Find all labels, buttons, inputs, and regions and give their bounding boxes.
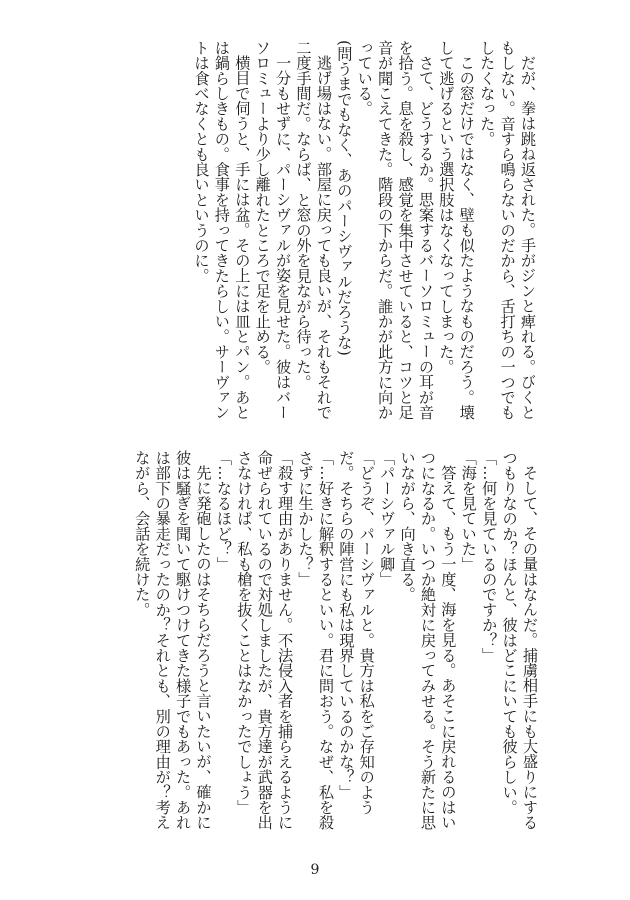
upper-text-column <box>108 40 538 423</box>
paragraph: 答えて、もう一度、海を見る。あそこに戻れるのはいつになるか。いつか絶対に戻ってみせる。そう新たに思いながら、向き直る。 <box>398 450 458 830</box>
dialogue-line: 「海を見ていた」 <box>459 450 478 572</box>
paragraph: 先に発砲したのはそちらだろうと言いたいが、確かに彼は騒ぎを聞いて駆けつけてきた様子でもあった。あれは部下の暴走だったのか？それとも、別の理由が？考えながら、会話を続けた。 <box>133 450 213 830</box>
dialogue-line: 「…なるほど？」 <box>214 450 233 572</box>
inner-thought: (問うまでもなく、あのパーシヴァルだろうな) <box>335 40 354 356</box>
paragraph: 横目で伺うと、手には盆。その上には皿とパン。あとは鍋らしきもの。食事を持ってきたらしい。サーヴァントは食べなくとも良いというのに。 <box>192 40 252 420</box>
paragraph: 逃げ場はない。部屋に戻っても良いが、それもそれで二度手間だ。ならば、と窓の外を見ながら待った。 <box>294 40 333 420</box>
paragraph: さて、どうするか。思案するバーソロミューの耳が音を拾う。息を殺し、感覚を集中させていると、コツと足音が聞こえてきた。階段の下からだ。誰かが此方に向かっている。 <box>355 40 435 420</box>
page-number: 9 <box>310 862 320 878</box>
paragraph: そして、その量はなんだ。捕虜相手にも大盛りにするつもりなのか？ほんと、彼はどこにいても彼らしい。 <box>500 450 539 830</box>
dialogue-line: 「どうぞ、パーシヴァルと。貴方は私をご存知のようだ。そちらの陣営にも私は現界しているのかな？」 <box>337 450 376 815</box>
paragraph: 一分もせずに、パーシヴァルが姿を見せた。彼はバーソロミューより少し離れたところで足を止める。 <box>253 40 293 420</box>
dialogue-line: 「…何を見ているのですか？」 <box>480 450 499 663</box>
paragraph: だが、拳は跳ね返された。手がジンと痺れる。びくともしない。音すら鳴らないのだから、舌打ちの一つでもしたくなった。 <box>478 40 537 420</box>
dialogue-line: 「殺す理由がありません。不法侵入者を捕らえるように命ぜられているので対処しましたが、貴方達が武器を出さなければ、私も槍を抜くことはなかったでしょう」 <box>235 450 295 830</box>
paragraph: この窓だけではなく、壁も似たようなものだろう。壊して逃げるという選択肢はなくなってしまった。 <box>437 40 476 420</box>
dialogue-line: 「…好きに解釈するといい。君に問おう。なぜ、私を殺さずに生かした？」 <box>296 450 335 830</box>
lower-text-column <box>85 450 540 833</box>
dialogue-line: 「パーシヴァル卿」 <box>378 450 397 587</box>
